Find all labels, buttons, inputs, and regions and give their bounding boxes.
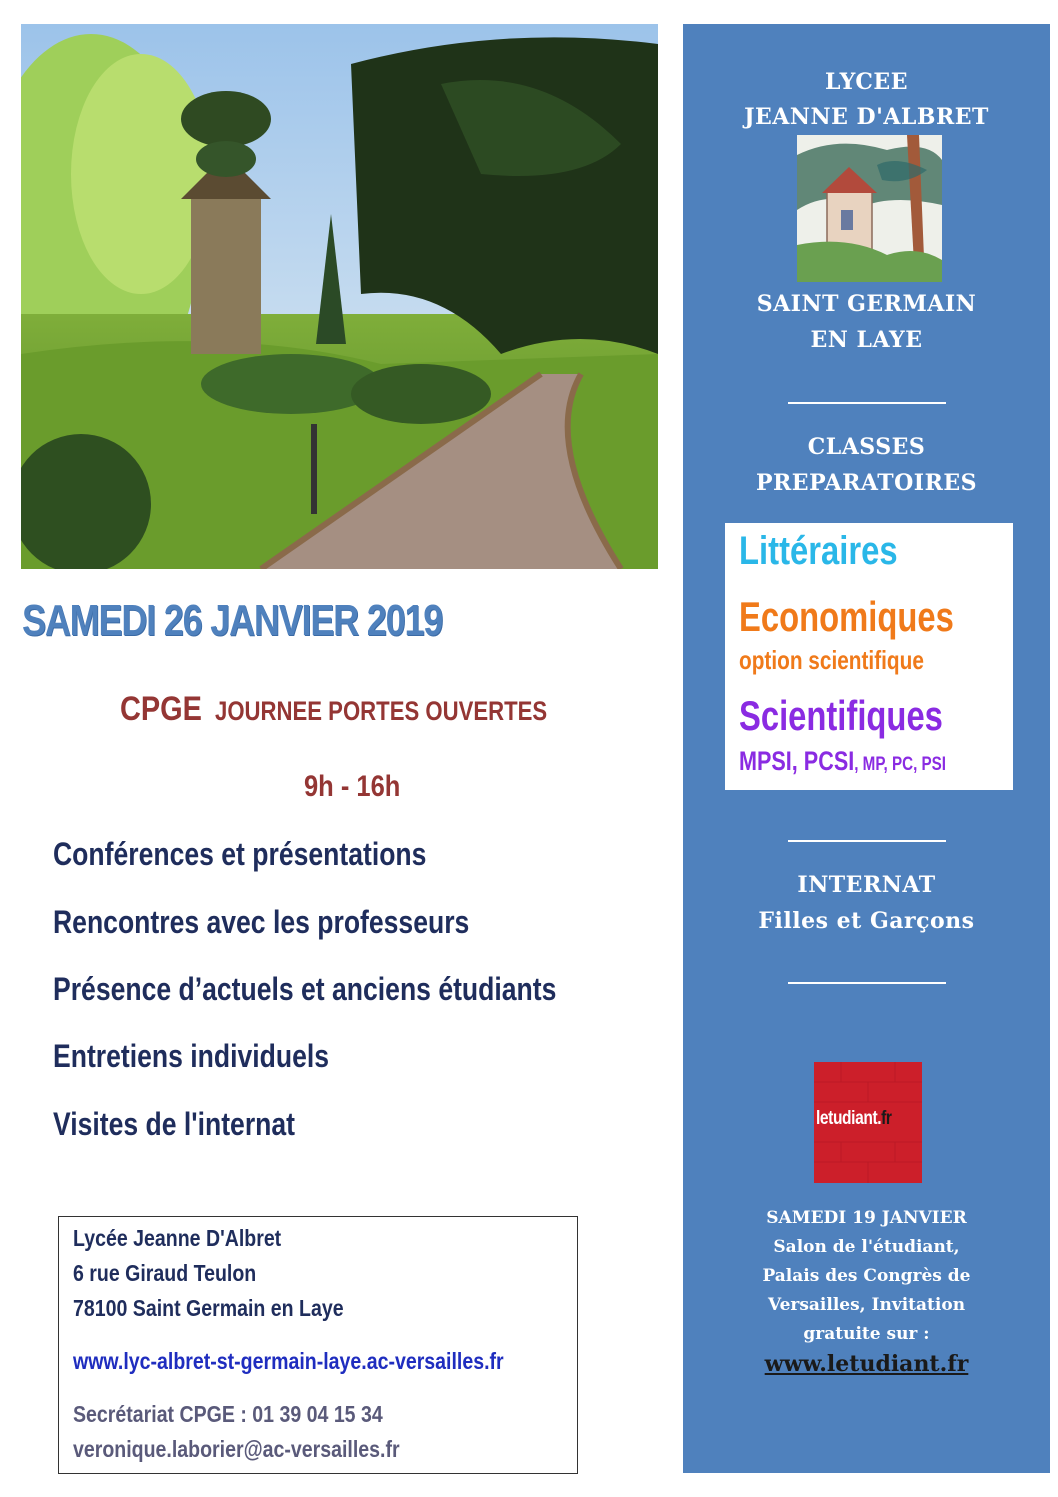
prep-sci-main: MPSI, PCSI: [739, 746, 855, 776]
prep-litteraires: Littéraires: [739, 529, 898, 573]
school-name-line2: JEANNE D'ALBRET: [744, 104, 989, 130]
salon-text-line: Versailles, Invitation: [767, 1295, 966, 1315]
prep-scientifiques: Scientifiques: [739, 692, 943, 739]
activity-item: Entretiens individuels: [53, 1038, 329, 1074]
activity-item: Visites de l'internat: [53, 1106, 295, 1142]
letudiant-logo[interactable]: [814, 1062, 922, 1183]
activity-item: Conférences et présentations: [53, 836, 427, 872]
event-date-heading: SAMEDI 26 JANVIER 2019: [22, 596, 443, 645]
park-photo: [21, 24, 658, 569]
sidebar-panel: [683, 24, 1050, 1473]
activity-item: Présence d’actuels et anciens étudiants: [53, 971, 557, 1007]
town-line1: SAINT GERMAIN: [756, 291, 977, 317]
event-prefix: CPGE: [120, 690, 202, 728]
salon-text-line: gratuite sur :: [803, 1324, 930, 1344]
classes-line2: PREPARATOIRES: [755, 470, 978, 496]
prep-sci-programs: [739, 746, 946, 777]
divider: [788, 982, 946, 984]
school-name-line1: LYCEE: [825, 69, 908, 95]
salon-text-line: Salon de l'étudiant,: [773, 1237, 960, 1257]
prep-sci-extra: , MP, PC, PSI: [854, 754, 947, 775]
internat-subtitle: Filles et Garçons: [758, 908, 975, 934]
event-hours: 9h - 16h: [304, 770, 401, 803]
prep-eco-option: option scientifique: [739, 645, 924, 675]
internat-title: INTERNAT: [797, 872, 936, 898]
salon-text-line: Palais des Congrès de: [762, 1266, 971, 1286]
school-painting: [797, 135, 942, 282]
contact-city: 78100 Saint Germain en Laye: [73, 1295, 344, 1321]
contact-name: Lycée Jeanne D'Albret: [73, 1225, 282, 1251]
contact-box: [58, 1216, 578, 1474]
letudiant-link[interactable]: www.letudiant.fr: [764, 1351, 969, 1377]
logo-fr: fr: [881, 1108, 892, 1129]
activity-item: Rencontres avec les professeurs: [53, 904, 470, 940]
prep-economiques: Economiques: [739, 593, 954, 640]
prep-classes-box: [725, 523, 1013, 790]
event-title-line: [120, 690, 620, 729]
classes-line1: CLASSES: [807, 434, 926, 460]
divider: [788, 402, 946, 404]
contact-email[interactable]: veronique.laborier@ac-versailles.fr: [73, 1436, 400, 1462]
contact-website-link[interactable]: www.lyc-albret-st-germain-laye.ac-versailles.fr: [73, 1348, 504, 1374]
town-line2: EN LAYE: [810, 327, 923, 353]
contact-secretariat: Secrétariat CPGE : 01 39 04 15 34: [73, 1401, 383, 1427]
event-title: JOURNEE PORTES OUVERTES: [214, 696, 547, 726]
divider: [788, 840, 946, 842]
contact-street: 6 rue Giraud Teulon: [73, 1260, 257, 1286]
logo-text: letudiant.: [816, 1108, 882, 1129]
salon-date: SAMEDI 19 JANVIER: [766, 1208, 967, 1228]
